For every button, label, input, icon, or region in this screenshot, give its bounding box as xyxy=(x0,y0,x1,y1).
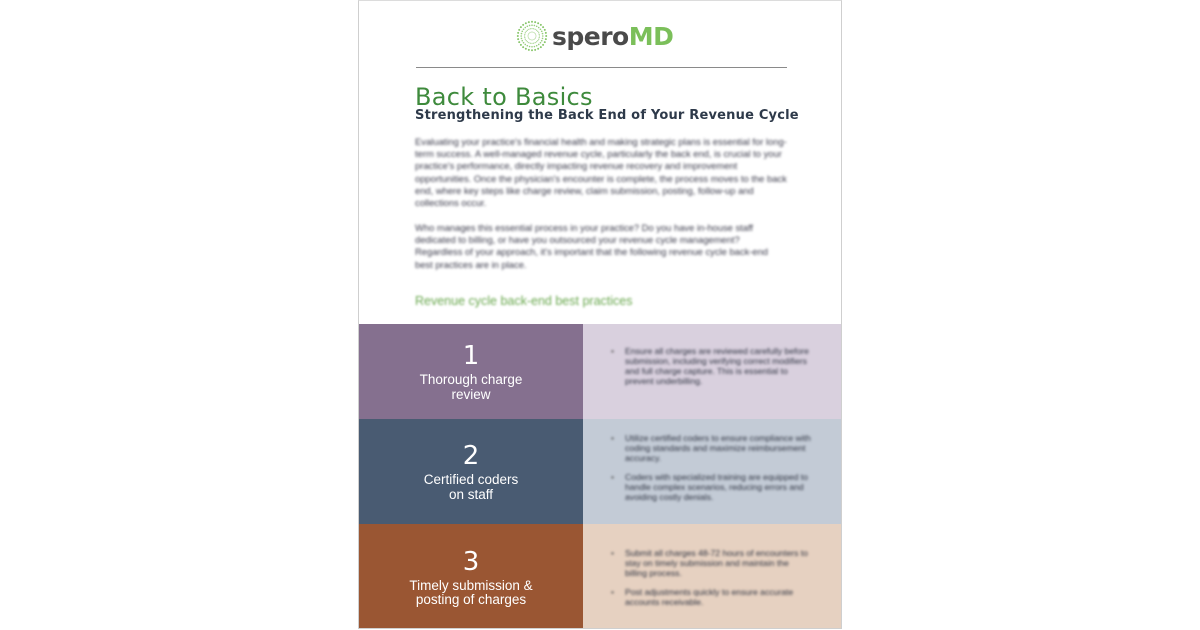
spero-md-logo xyxy=(516,19,673,53)
bullet-list xyxy=(611,346,811,395)
practice-title-block xyxy=(359,524,583,629)
practice-number: 3 xyxy=(462,546,480,577)
practice-details xyxy=(583,324,841,419)
practice-number: 2 xyxy=(462,441,480,471)
practice-label: Certified coders on staff xyxy=(423,472,519,502)
bullet-list xyxy=(611,433,811,511)
bullet-item: • Ensure all charges are reviewed carefully before submission, including verifying correct modifiers and full charge capture. This is essential to prevent underbilling. xyxy=(611,346,811,386)
practice-label: Timely submission & posting of charges xyxy=(409,577,533,607)
document-page xyxy=(358,0,842,629)
practice-details xyxy=(583,524,841,629)
practice-row-3 xyxy=(359,524,841,629)
logo-wordmark-spero: spero xyxy=(552,21,629,51)
practice-details xyxy=(583,419,841,524)
bullet-item: • Post adjustments quickly to ensure accurate accounts receivable. xyxy=(611,587,811,607)
logo-wordmark-md: MD xyxy=(628,21,674,51)
bullet-item: • Coders with specialized training are equipped to handle complex scenarios, reducing errors and avoiding costly denials. xyxy=(611,472,811,502)
practice-title-block xyxy=(359,419,583,524)
intro-paragraph: Evaluating your practice's financial health and making strategic plans is essential for long-term success. A well-managed revenue cycle, particularly the back end, is crucial to your practice's performance, directly impacting revenue recovery and improvement opportunities. Once the physician's encounter is complete, the process moves to the back end, where key steps like charge review, claim submission, posting, follow-up and collections occur. xyxy=(415,136,787,209)
practice-row-2 xyxy=(359,419,841,524)
practice-number: 1 xyxy=(462,341,480,371)
document-title: Back to Basics xyxy=(415,83,593,111)
bullet-list xyxy=(611,548,811,616)
practice-row-1 xyxy=(359,324,841,419)
section-heading: Revenue cycle back-end best practices xyxy=(415,294,633,308)
practice-title-block xyxy=(359,324,583,419)
bullet-item: • Utilize certified coders to ensure compliance with coding standards and maximize reimbursement accuracy. xyxy=(611,433,811,463)
header-divider xyxy=(416,67,787,68)
practice-label: Thorough charge review xyxy=(419,372,523,402)
dotted-sunburst-logo-icon xyxy=(516,20,548,52)
document-subtitle: Strengthening the Back End of Your Revenue Cycle xyxy=(415,108,799,123)
second-paragraph: Who manages this essential process in your practice? Do you have in-house staff dedicated to billing, or have you outsourced your revenue cycle management? Regardless of your approach, it's important that the following revenue cycle back-end best practices are in place. xyxy=(415,222,769,270)
bullet-item: • Submit all charges 48-72 hours of encounters to stay on timely submission and maintain the billing process. xyxy=(611,548,811,578)
logo-wordmark xyxy=(552,22,673,51)
